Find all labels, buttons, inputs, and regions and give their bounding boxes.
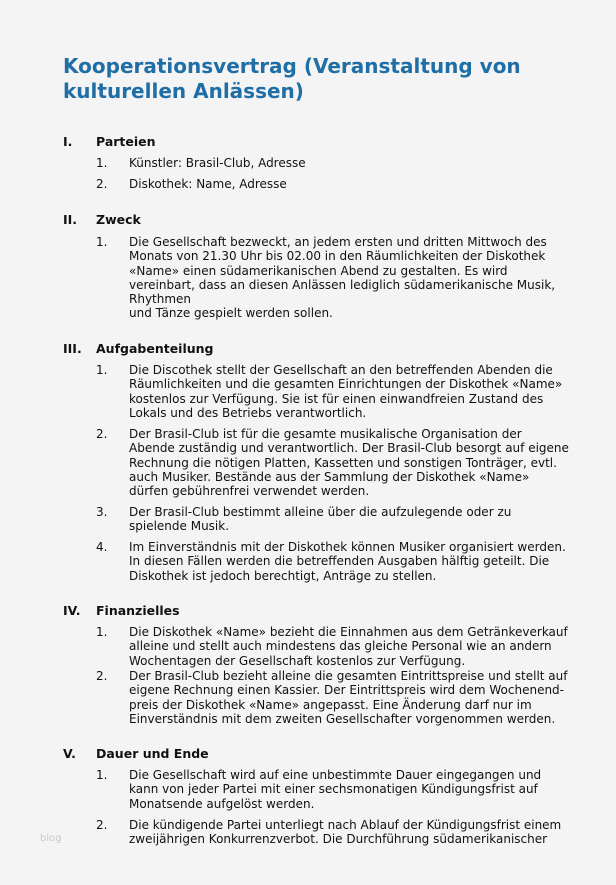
item-number: 1. <box>96 235 108 249</box>
item-number: 4. <box>96 540 108 554</box>
item-number: 1. <box>96 363 108 377</box>
item-text: Der Brasil-Club bestimmt alleine über die aufzulegende oder zu spielende Musik. <box>129 505 512 534</box>
item-text: Der Brasil-Club bezieht alleine die gesamten Eintrittspreise und stellt auf eigene Rechnung einen Kassier. Der Eintrittspreis wird dem Wochenend- preis der Diskothek «Name» angepasst. Eine Änderung darf nur im Einverständnis mit dem zweiten Gesellschafter vorgenommen werden. <box>129 669 568 726</box>
item-number: 3. <box>96 505 108 519</box>
item-number: 1. <box>96 156 108 170</box>
item-number: 2. <box>96 427 108 441</box>
item-number: 2. <box>96 818 108 832</box>
section-number: III. <box>63 341 82 356</box>
item-text: Die Gesellschaft bezweckt, an jedem ersten und dritten Mittwoch des Monats von 21.30 Uhr bis 02.00 in den Räumlichkeiten der Diskothek «Name» einen südamerikanischen Abend zu gestalten. Es wird vereinbart, dass an diesen Anlässen lediglich südamerikanische Musik, Rhythmen und Tänze gespielt werden sollen. <box>129 235 556 321</box>
item-text: Die Discothek stellt der Gesellschaft an den betreffenden Abenden die Räumlichkeiten und die gesamten Einrichtungen der Diskothek «Name» kostenlos zur Verfügung. Sie ist für einen einwandfreien Zustand des Lokals und des Betriebs verantwortlich. <box>129 363 563 420</box>
item-text: Die Diskothek «Name» bezieht die Einnahmen aus dem Getränkeverkauf alleine und stellt auch mindestens das gleiche Personal wie an andern Wochentagen der Gesellschaft kostenlos zur Verfügung. <box>129 625 568 668</box>
section-title: Parteien <box>96 134 156 149</box>
section-number: II. <box>63 212 78 227</box>
section-number: V. <box>63 746 76 761</box>
item-text: Im Einverständnis mit der Diskothek können Musiker organisiert werden. In diesen Fällen werden die betreffenden Ausgaben hälftig geteilt. Die Diskothek ist jedoch berechtigt, Anträge zu stellen. <box>129 540 566 583</box>
section-number: I. <box>63 134 73 149</box>
item-number: 2. <box>96 177 108 191</box>
section-title: Aufgabenteilung <box>96 341 214 356</box>
item-text: Die Gesellschaft wird auf eine unbestimmte Dauer eingegangen und kann von jeder Partei mit einer sechsmonatigen Kündigungsfrist auf Monatsende aufgelöst werden. <box>129 768 542 811</box>
section-title: Finanzielles <box>96 603 180 618</box>
item-text: Künstler: Brasil-Club, Adresse <box>129 156 306 170</box>
item-number: 1. <box>96 768 108 782</box>
item-number: 1. <box>96 625 108 639</box>
item-text: Die kündigende Partei unterliegt nach Ablauf der Kündigungsfrist einem zweijährigen Konkurrenzverbot. Die Durchführung südamerikanischer <box>129 818 562 847</box>
section-title: Dauer und Ende <box>96 746 209 761</box>
document-title: Kooperationsvertrag (Veranstaltung von kulturellen Anlässen) <box>63 54 521 103</box>
item-number: 2. <box>96 669 108 683</box>
watermark: blog <box>40 833 62 844</box>
item-text: Diskothek: Name, Adresse <box>129 177 287 191</box>
item-text: Der Brasil-Club ist für die gesamte musikalische Organisation der Abende zuständig und verantwortlich. Der Brasil-Club besorgt auf eigene Rechnung die nötigen Platten, Kassetten und sonstigen Tonträger, evtl. auch Musiker. Bestände aus der Sammlung der Diskothek «Name» dürfen gebührenfrei verwendet werden. <box>129 427 569 499</box>
section-number: IV. <box>63 603 81 618</box>
section-title: Zweck <box>96 212 141 227</box>
